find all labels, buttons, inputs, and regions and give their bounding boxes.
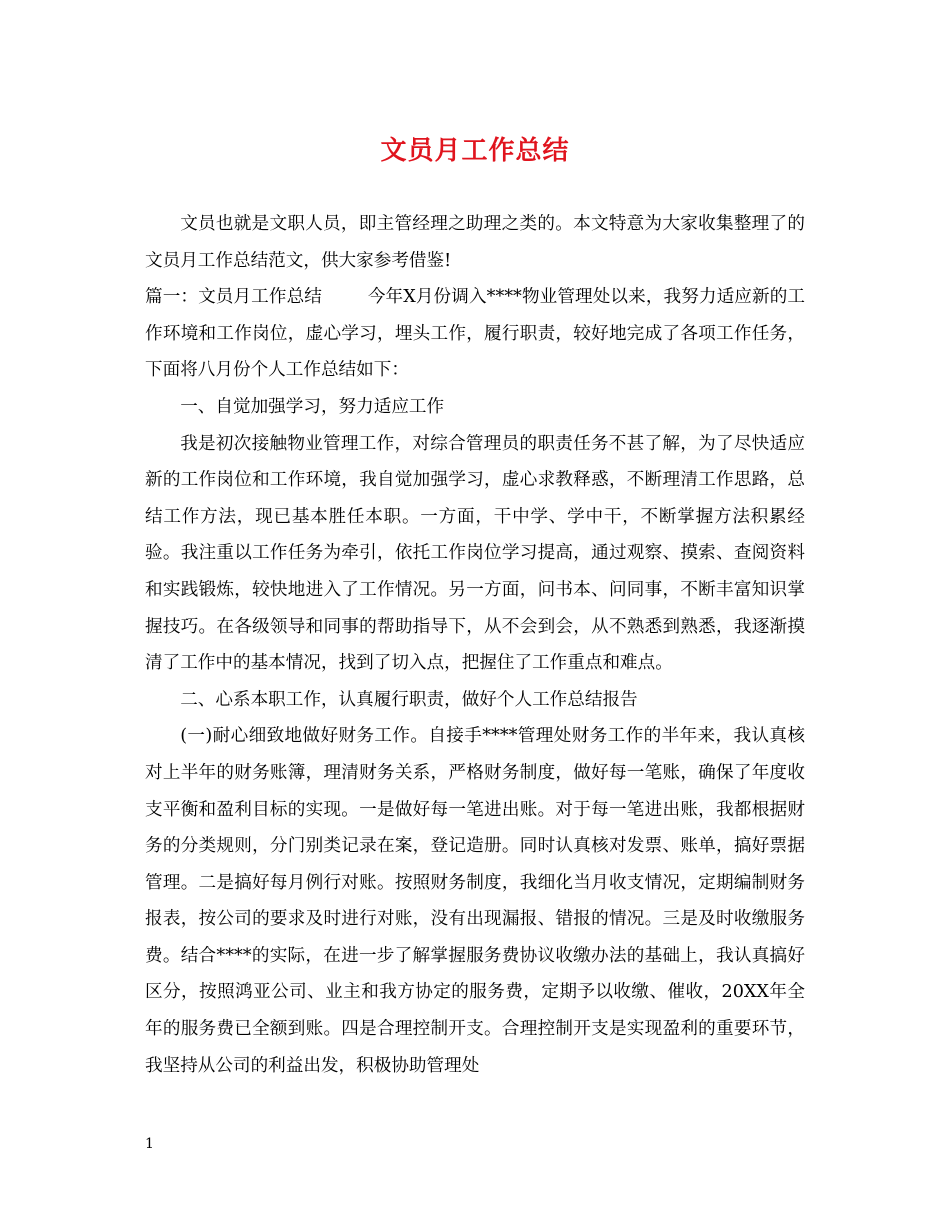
chapter-first-paragraph — [145, 279, 805, 389]
section1-heading: 一、自觉加强学习，努力适应工作 — [180, 396, 445, 417]
page-number: 1 — [145, 1136, 154, 1152]
document-body — [145, 206, 805, 1084]
document-title: 文员月工作总结 — [380, 136, 570, 166]
section1-paragraph: 我是初次接触物业管理工作，对综合管理员的职责任务不甚了解，为了尽快适应新的工作岗位和工作环境，我自觉加强学习，虚心求教释惑，不断理清工作思路，总结工作方法，现已基本胜任本职。一方面，干中学、学中干，不断掌握方法积累经验。我注重以工作任务为牵引，依托工作岗位学习提高，通过观察、摸索、查阅资料和实践锻炼，较快地进入了工作情况。另一方面，问书本、问同事，不断丰富知识掌握技巧。在各级领导和同事的帮助指导下，从不会到会，从不熟悉到熟悉，我逐渐摸清了工作中的基本情况，找到了切入点，把握住了工作重点和难点。 — [145, 433, 805, 674]
section2-paragraph: (一)耐心细致地做好财务工作。自接手****管理处财务工作的半年来，我认真核对上半年的财务账簿，理清财务关系，严格财务制度，做好每一笔账，确保了年度收支平衡和盈利目标的实现。一是做好每一笔进出账。对于每一笔进出账，我都根据财务的分类规则，分门别类记录在案，登记造册。同时认真核对发票、账单，搞好票据管理。二是搞好每月例行对账。按照财务制度，我细化当月收支情况，定期编制财务报表，按公司的要求及时进行对账，没有出现漏报、错报的情况。三是及时收缴服务费。结合****的实际，在进一步了解掌握服务费协议收缴办法的基础上，我认真搞好区分，按照鸿亚公司、业主和我方协定的服务费，定期予以收缴、催收，20XX年全年的服务费已全额到账。四是合理控制开支。合理控制开支是实现盈利的重要环节，我坚持从公司的利益出发，积极协助管理处 — [145, 726, 805, 1076]
chapter-first-text: 今年X月份调入****物业管理处以来，我努力适应新的工作环境和工作岗位，虚心学习，埋头工作，履行职责，较好地完成了各项工作任务，下面将八月份个人工作总结如下： — [145, 287, 805, 381]
intro-paragraph: 文员也就是文职人员，即主管经理之助理之类的。本文特意为大家收集整理了的文员月工作总结范文，供大家参考借鉴! — [145, 214, 805, 271]
chapter-label: 篇一：文员月工作总结 — [145, 287, 322, 308]
section2-heading: 二、心系本职工作，认真履行职责，做好个人工作总结报告 — [180, 689, 638, 710]
